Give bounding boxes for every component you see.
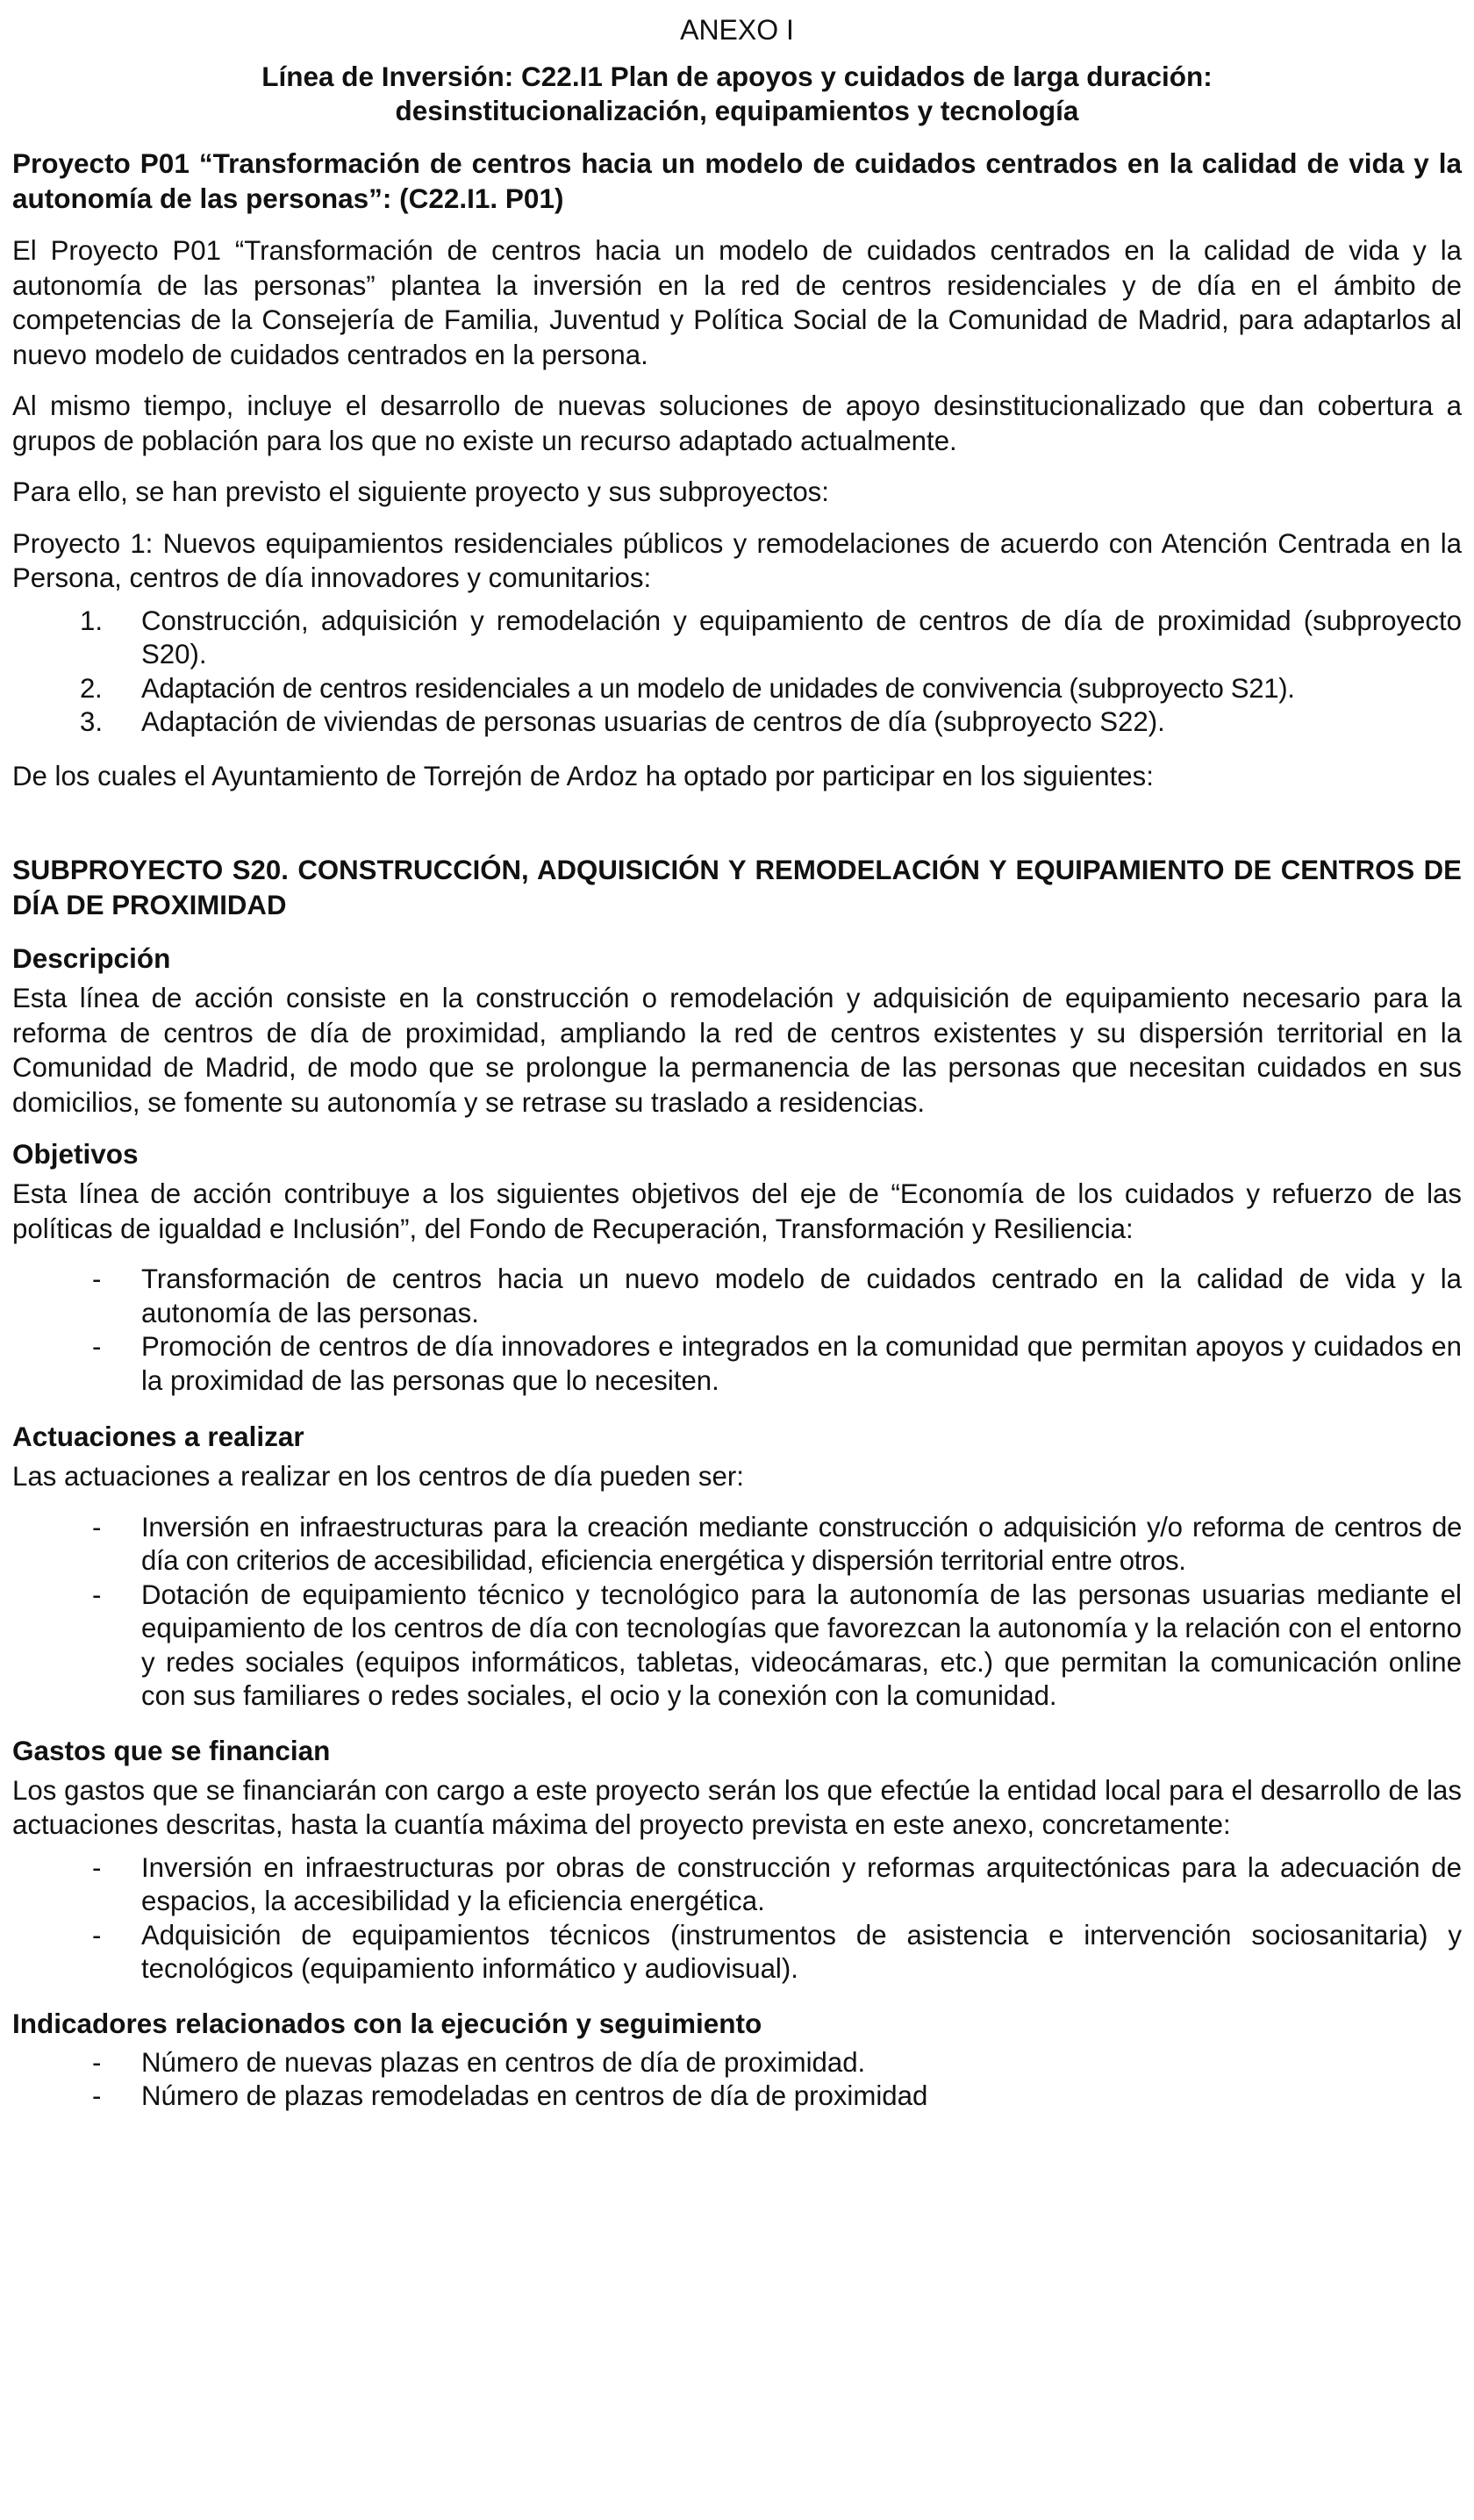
dash-bullet: -	[92, 1579, 102, 1610]
list-item	[12, 1263, 1462, 1330]
subprojects-list	[12, 605, 1462, 740]
list-item-text: Número de nuevas plazas en centros de día de proximidad.	[141, 2046, 866, 2078]
list-item-text: Transformación de centros hacia un nuevo modelo de cuidados centrado en la calidad de vida y la autonomía de las personas.	[141, 1264, 1462, 1328]
intro-paragraph-3: Para ello, se han previsto el siguiente proyecto y sus subproyectos:	[12, 476, 829, 507]
list-number: 1.	[80, 605, 104, 636]
intro-paragraph-4: Proyecto 1: Nuevos equipamientos residenciales públicos y remodelaciones de acuerdo con Atención Centrada en la Persona, centros de día innovadores y comunitarios:	[12, 527, 1462, 593]
dash-bullet: -	[92, 2046, 102, 2078]
descripcion-paragraph: Esta línea de acción consiste en la construcción o remodelación y adquisición de equipamiento necesario para la reforma de centros de día de proximidad, ampliando la red de centros existentes y su dispersión territorial en la Comunidad de Madrid, de modo que se prolongue la permanencia de las personas que necesitan cuidados en sus domicilios, se fomente su autonomía y se retrase su traslado a residencias.	[12, 983, 1462, 1118]
document-page	[12, 12, 1462, 2133]
list-item	[12, 672, 1462, 706]
project-title: Proyecto P01 “Transformación de centros hacia un modelo de cuidados centrados en la calidad de vida y la autonomía de las personas”: (C22.I1. P01)	[12, 147, 1462, 214]
section-heading-actuaciones: Actuaciones a realizar	[12, 1421, 304, 1452]
objetivos-list	[12, 1263, 1462, 1398]
list-item-text: Promoción de centros de día innovadores e integrados en la comunidad que permitan apoyos y cuidados en la proximidad de las personas que lo necesiten.	[141, 1331, 1462, 1396]
actuaciones-list	[12, 1511, 1462, 1714]
intro-paragraph-1: El Proyecto P01 “Transformación de centros hacia un modelo de cuidados centrados en la calidad de vida y la autonomía de las personas” plantea la inversión en la red de centros residenciales y de día en el ámbito de competencias de la Consejería de Familia, Juventud y Política Social de la Comunidad de Madrid, para adaptarlos al nuevo modelo de cuidados centrados en la persona.	[12, 235, 1462, 370]
list-number: 3.	[80, 706, 104, 737]
list-item	[12, 1579, 1462, 1714]
list-item	[12, 1511, 1462, 1579]
dash-bullet: -	[92, 1511, 102, 1543]
list-item-text: Adquisición de equipamientos técnicos (instrumentos de asistencia e intervención sociosanitaria) y tecnológicos (equipamiento informático y audiovisual).	[141, 1919, 1462, 1984]
intro-paragraph-2: Al mismo tiempo, incluye el desarrollo de nuevas soluciones de apoyo desinstitucionalizado que dan cobertura a grupos de población para los que no existe un recurso adaptado actualmente.	[12, 390, 1462, 456]
dash-bullet: -	[92, 1331, 102, 1362]
annex-title: ANEXO I	[680, 14, 794, 46]
dash-bullet: -	[92, 1264, 102, 1294]
dash-bullet: -	[92, 1919, 102, 1951]
list-item-text: Inversión en infraestructuras por obras de construcción y reformas arquitectónicas para la adecuación de espacios, la accesibilidad y la eficiencia energética.	[141, 1851, 1462, 1916]
actuaciones-paragraph: Las actuaciones a realizar en los centros de día pueden ser:	[12, 1461, 744, 1492]
investment-line-title-line-2: desinstitucionalización, equipamientos y tecnología	[395, 95, 1079, 126]
investment-line-title	[12, 60, 1462, 128]
list-item-text: Inversión en infraestructuras para la creación mediante construcción o adquisición y/o reforma de centros de día con criterios de accesibilidad, eficiencia energética y dispersión territorial entre otros.	[141, 1511, 1462, 1576]
gastos-paragraph: Los gastos que se financiarán con cargo a este proyecto serán los que efectúe la entidad local para el desarrollo de las actuaciones descritas, hasta la cuantía máxima del proyecto prevista en este anexo, concretamente:	[12, 1774, 1462, 1840]
list-item	[12, 2080, 1462, 2114]
list-item-text: Número de plazas remodeladas en centros de día de proximidad	[141, 2080, 928, 2111]
gastos-list	[12, 1851, 1462, 1987]
list-item-text: Construcción, adquisición y remodelación y equipamiento de centros de día de proximidad (subproyecto S20).	[141, 605, 1462, 669]
list-item	[12, 705, 1462, 740]
list-item	[12, 1851, 1462, 1919]
section-heading-objetivos: Objetivos	[12, 1138, 139, 1170]
section-heading-gastos: Gastos que se financian	[12, 1734, 331, 1766]
objetivos-paragraph: Esta línea de acción contribuye a los siguientes objetivos del eje de “Economía de los cuidados y refuerzo de las políticas de igualdad e Inclusión”, del Fondo de Recuperación, Transformación y Resiliencia:	[12, 1178, 1462, 1244]
dash-bullet: -	[92, 2080, 102, 2111]
section-heading-indicadores: Indicadores relacionados con la ejecución y seguimiento	[12, 2007, 762, 2039]
list-number: 2.	[80, 672, 103, 704]
list-item-text: Adaptación de centros residenciales a un modelo de unidades de convivencia (subproyecto S21).	[141, 672, 1295, 704]
dash-bullet: -	[92, 1851, 102, 1883]
list-item	[12, 1330, 1462, 1398]
list-item-text: Adaptación de viviendas de personas usuarias de centros de día (subproyecto S22).	[141, 706, 1165, 737]
intro-paragraph-5: De los cuales el Ayuntamiento de Torrejón de Ardoz ha optado por participar en los siguientes:	[12, 760, 1154, 791]
list-item	[12, 1919, 1462, 1987]
list-item	[12, 2046, 1462, 2080]
subproject-title: SUBPROYECTO S20. CONSTRUCCIÓN, ADQUISICIÓN Y REMODELACIÓN Y EQUIPAMIENTO DE CENTROS DE DÍA DE PROXIMIDAD	[12, 855, 1462, 920]
investment-line-title-line-1: Línea de Inversión: C22.I1 Plan de apoyos y cuidados de larga duración:	[261, 61, 1213, 92]
list-item-text: Dotación de equipamiento técnico y tecnológico para la autonomía de las personas usuarias mediante el equipamiento de los centros de día con tecnologías que favorezcan la autonomía y la relación con el entorno y redes sociales (equipos informáticos, tabletas, videocámaras, etc.) que permitan la comunicación online con sus familiares o redes sociales, el ocio y la conexión con la comunidad.	[141, 1579, 1462, 1711]
indicadores-list	[12, 2046, 1462, 2114]
section-heading-descripcion: Descripción	[12, 942, 171, 974]
list-item	[12, 605, 1462, 672]
